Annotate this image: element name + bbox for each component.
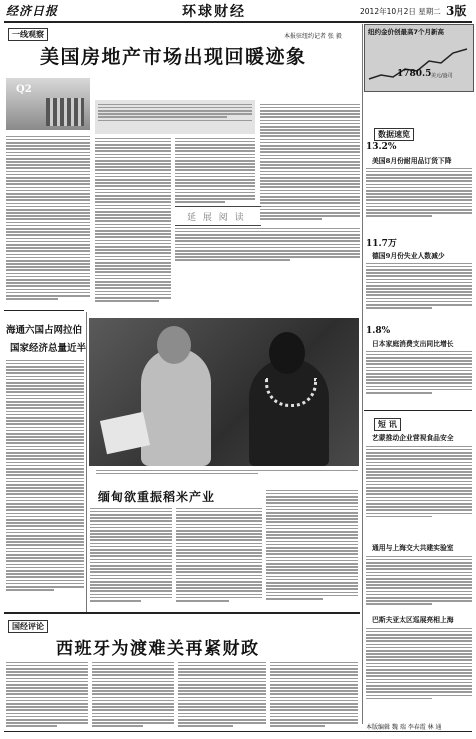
paper-name: 经济日报 [6, 4, 59, 18]
myanmar-text-col1 [90, 506, 172, 606]
left-story-rule [4, 310, 84, 311]
gold-chart-title: 纽约金价创最高7个月新高 [368, 28, 445, 36]
bottom-column-tag: 国经评论 [8, 620, 48, 633]
left-column-divider [86, 312, 87, 612]
story-text-col2 [95, 136, 171, 306]
gold-chart [364, 24, 474, 92]
pull-quote-label: 延 展 阅 读 [187, 213, 246, 223]
story-photo [6, 78, 90, 130]
byline: 本报驻纽约记者 张 毅 [284, 33, 342, 40]
brief-headline-2: 通用与上海交大共建实验室 [372, 544, 454, 552]
story-text-col1 [6, 134, 90, 304]
date-line: 2012年10月2日 星期二 [360, 7, 441, 16]
left-headline-1: 海通六国占网拉伯 [6, 325, 83, 336]
gold-chart-graphic [367, 39, 471, 87]
gold-chart-value: 1780.5 [397, 69, 432, 79]
brief-headline-3: 巴斯夫亚太区巡展亮相上海 [372, 616, 454, 624]
data-headline-2: 德国9月份失业人数减少 [372, 252, 445, 260]
myanmar-headline: 缅甸欲重振稻米产业 [98, 490, 216, 504]
myanmar-text-col2 [176, 506, 262, 606]
brief-text-1 [366, 444, 472, 536]
story-lead [95, 100, 255, 134]
gold-chart-unit: 美元/盎司 [431, 73, 453, 79]
data-text-1 [366, 166, 472, 228]
data-text-3 [366, 349, 472, 405]
story-text-col3 [175, 136, 255, 204]
bottom-text-col3 [178, 660, 266, 730]
data-text-2 [366, 261, 472, 321]
myanmar-text-col3 [266, 488, 358, 606]
photo-figure-left-head [157, 326, 191, 364]
brief-rule [364, 410, 472, 411]
column-tag: 一线观察 [8, 28, 48, 41]
bottom-headline: 西班牙为渡难关再紧财政 [56, 639, 260, 659]
left-headline-2: 国家经济总量近半 [10, 343, 87, 354]
data-headline-3: 日本家庭消费支出同比增长 [372, 340, 454, 348]
footer-editors: 本版编辑 魏 瑞 李春霞 林 通 [366, 724, 442, 731]
masthead-rule [4, 21, 472, 23]
story-headline: 美国房地产市场出现回暖迹象 [40, 46, 307, 68]
data-box-label: 数据速览 [374, 128, 414, 141]
pull-quote [175, 206, 261, 226]
pull-quote-text [175, 226, 360, 266]
bottom-text-col4 [270, 660, 358, 730]
bottom-text-col1 [6, 660, 88, 730]
story-text-col4 [260, 102, 360, 222]
photo-figure-left [141, 348, 211, 466]
page-number: 3版 [446, 4, 467, 18]
data-figure-2: 11.7万 [366, 239, 397, 249]
photo-label: Q2 [16, 84, 32, 95]
brief-text-2 [366, 554, 472, 618]
photo-caption [96, 468, 358, 482]
brief-headline-1: 艺蒙推动企业营视食品安全 [372, 434, 454, 442]
photo-bars [46, 98, 84, 126]
bottom-story-rule [4, 612, 360, 614]
photo-figure-right-head [269, 332, 305, 374]
bottom-text-col2 [92, 660, 174, 730]
section-title: 环球财经 [182, 4, 246, 20]
masthead [0, 0, 476, 20]
data-figure-1: 13.2% [366, 142, 397, 152]
data-figure-3: 1.8% [366, 326, 391, 336]
right-column-divider [362, 24, 363, 724]
footer-rule [4, 731, 472, 732]
photo-figure-right [249, 358, 329, 466]
data-headline-1: 美国8月份耐用品订货下降 [372, 157, 452, 165]
left-story-text [6, 358, 84, 594]
brief-text-3 [366, 626, 472, 718]
center-photo [89, 318, 359, 466]
brief-box-label: 短 讯 [374, 418, 401, 431]
